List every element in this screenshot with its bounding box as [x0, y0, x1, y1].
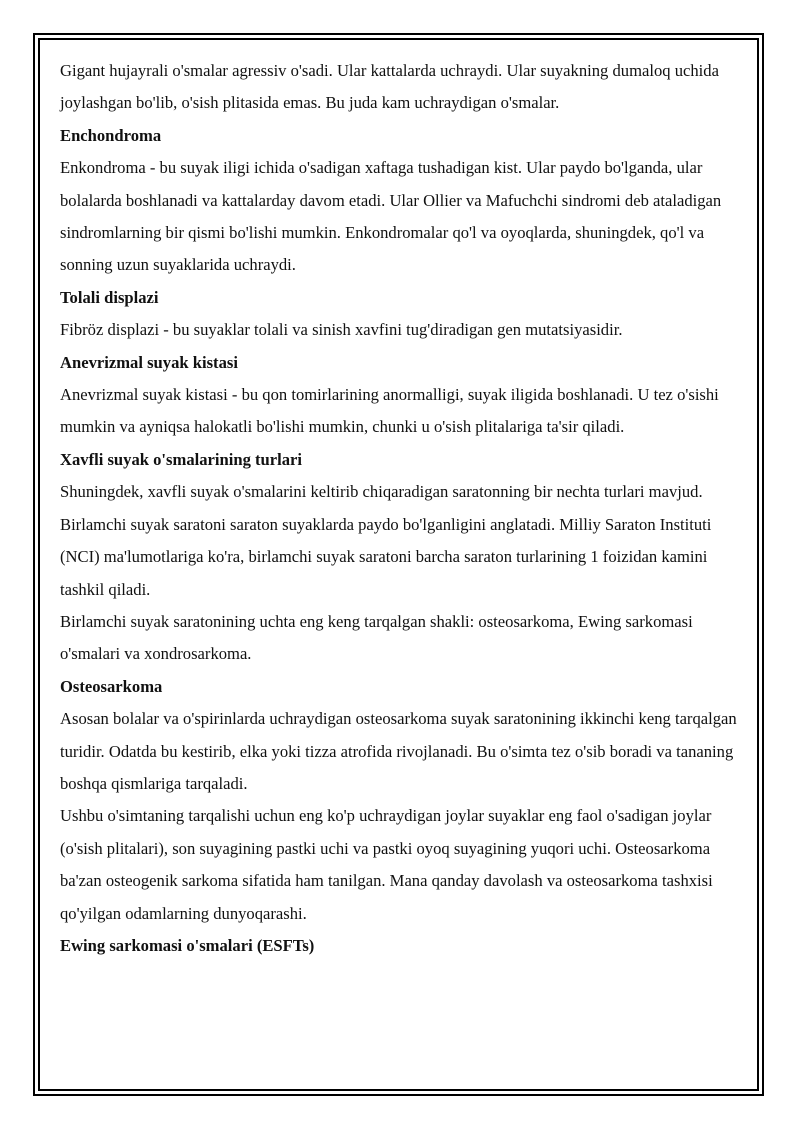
- heading-enchondroma: Enchondroma: [60, 125, 162, 145]
- heading-osteosarcoma: Osteosarkoma: [60, 676, 163, 696]
- document-body: [60, 55, 750, 962]
- paragraph-osteosarcoma-sites: Ushbu o'simtaning tarqalishi uchun eng ko'p uchraydigan joylar suyaklar eng faol o'sadigan joylar (o'sish plitalari), son suyagining pastki uchi va pastki oyoq suyagining yuqori uchi. Osteosarkoma ba'zan osteogenik sarkoma sifatida ham tanilgan. Mana qanday davolash va osteosarkoma tashxisi qo'yilgan odamlarning dunyoqarashi.: [60, 806, 713, 923]
- paragraph-aneurysmal-bone-cyst: Anevrizmal suyak kistasi - bu qon tomirlarining anormalligi, suyak iligida boshlanadi. U tez o'sishi mumkin va ayniqsa halokatli bo'lishi mumkin, chunki u o'sish plitalariga ta'sir qiladi.: [60, 385, 719, 437]
- paragraph-primary-bone-cancer-forms: Birlamchi suyak saratonining uchta eng keng tarqalgan shakli: osteosarkoma, Ewing sarkomasi o'smalari va xondrosarkoma.: [60, 611, 693, 664]
- paragraph-fibrous-dysplasia: Fibröz displazi - bu suyaklar tolali va sinish xavfini tug'diradigan gen mutatsiyasidir.: [60, 320, 623, 340]
- paragraph-osteosarcoma-intro: Asosan bolalar va o'spirinlarda uchraydigan osteosarkoma suyak saratonining ikkinchi keng tarqalgan turidir. Odatda bu kestirib, elka yoki tizza atrofida rivojlanadi. Bu o'simta tez o'sib boradi va tananing boshqa qismlariga tarqaladi.: [60, 709, 737, 793]
- heading-fibrous-dysplasia: Tolali displazi: [60, 287, 159, 307]
- paragraph-enchondroma: Enkondroma - bu suyak iligi ichida o'sadigan xaftaga tushadigan kist. Ular paydo bo'lganda, ular bolalarda boshlanadi va kattalarday davom etadi. Ular Ollier va Mafuchchi sindromi deb ataladigan sindromlarning bir qismi bo'lishi mumkin. Enkondromalar qo'l va oyoqlarda, shuningdek, qo'l va sonning uzun suyaklarida uchraydi.: [60, 158, 722, 275]
- paragraph-giant-cell-tumors: Gigant hujayrali o'smalar agressiv o'sadi. Ular kattalarda uchraydi. Ular suyakning dumaloq uchida joylashgan bo'lib, o'sish plitasida emas. Bu juda kam uchraydigan o'smalar.: [60, 61, 719, 113]
- paragraph-malignant-tumor-types: Shuningdek, xavfli suyak o'smalarini keltirib chiqaradigan saratonning bir nechta turlari mavjud. Birlamchi suyak saratoni saraton suyaklarda paydo bo'lganligini anglatadi. Milliy Saraton Instituti (NCI) ma'lumotlariga ko'ra, birlamchi suyak saratoni barcha saraton turlarining 1 foizidan kamini tashkil qiladi.: [60, 482, 712, 599]
- heading-ewing-sarcoma: Ewing sarkomasi o'smalari (ESFTs): [60, 935, 315, 955]
- heading-aneurysmal-bone-cyst: Anevrizmal suyak kistasi: [60, 352, 238, 372]
- heading-malignant-tumor-types: Xavfli suyak o'smalarining turlari: [60, 449, 303, 469]
